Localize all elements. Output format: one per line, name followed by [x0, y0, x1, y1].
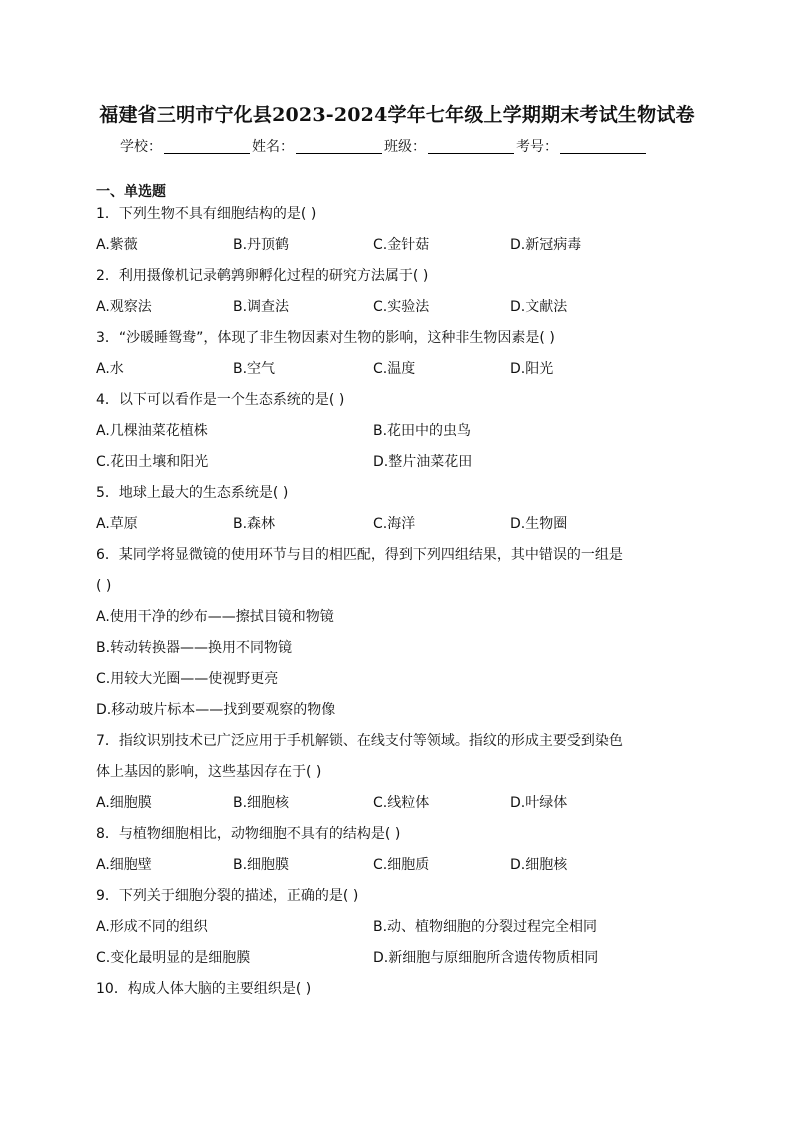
- question-3: 3．“沙暖睡鸳鸯”，体现了非生物因素对生物的影响，这种非生物因素是( ): [96, 330, 555, 346]
- question-2: 2．利用摄像机记录鹌鹑卵孵化过程的研究方法属于( ): [96, 268, 429, 284]
- school-label: 学校：: [120, 139, 162, 155]
- class-blank: [428, 139, 514, 154]
- option-b: B.花田中的虫鸟: [373, 423, 472, 439]
- question-9-options-row-1: [96, 916, 706, 947]
- question-1-options: [96, 234, 706, 265]
- question-4-options-row-1: [96, 420, 706, 451]
- name-label: 姓名：: [252, 139, 294, 155]
- question-5: 5．地球上最大的生态系统是( ): [96, 485, 289, 501]
- option-d: D.新细胞与原细胞所含遗传物质相同: [373, 950, 599, 966]
- question-1: 1．下列生物不具有细胞结构的是( ): [96, 206, 317, 222]
- question-9-options-row-2: [96, 947, 706, 978]
- question-2-options: [96, 296, 706, 327]
- option-d: D.细胞核: [510, 857, 568, 873]
- question-7: 7．指纹识别技术已广泛应用于手机解锁、在线支付等领域。指纹的形成主要受到染色: [96, 733, 623, 749]
- option-a: A.草原: [96, 516, 138, 532]
- question-4: 4．以下可以看作是一个生态系统的是( ): [96, 392, 345, 408]
- option-a: A.使用干净的纱布——擦拭目镜和物镜: [96, 609, 334, 625]
- option-b: B.丹顶鹤: [233, 237, 290, 253]
- school-blank: [164, 139, 250, 154]
- question-4-options-row-2: [96, 451, 706, 482]
- option-c: C.海洋: [373, 516, 416, 532]
- question-5-options: [96, 513, 706, 544]
- option-a: A.细胞膜: [96, 795, 152, 811]
- number-label: 考号：: [516, 139, 558, 155]
- option-d: D.文献法: [510, 299, 568, 315]
- question-list: [96, 203, 706, 1009]
- student-info-line: [120, 136, 648, 156]
- option-d: D.阳光: [510, 361, 554, 377]
- question-6: 6．某同学将显微镜的使用环节与目的相匹配，得到下列四组结果，其中错误的一组是: [96, 547, 623, 563]
- question-6-continued: ( ): [96, 578, 112, 594]
- question-10: 10．构成人体大脑的主要组织是( ): [96, 981, 312, 997]
- option-b: B.调查法: [233, 299, 290, 315]
- option-a: A.观察法: [96, 299, 152, 315]
- option-d: D.叶绿体: [510, 795, 568, 811]
- question-3-options: [96, 358, 706, 389]
- option-a: A.细胞壁: [96, 857, 152, 873]
- option-c: C.金针菇: [373, 237, 430, 253]
- question-8: 8．与植物细胞相比，动物细胞不具有的结构是( ): [96, 826, 401, 842]
- option-d: D.新冠病毒: [510, 237, 582, 253]
- option-a: A.几棵油菜花植株: [96, 423, 208, 439]
- option-a: A.形成不同的组织: [96, 919, 208, 935]
- option-b: B.细胞核: [233, 795, 290, 811]
- class-label: 班级：: [384, 139, 426, 155]
- option-b: B.空气: [233, 361, 276, 377]
- question-7-options: [96, 792, 706, 823]
- option-b: B.动、植物细胞的分裂过程完全相同: [373, 919, 598, 935]
- question-9: 9．下列关于细胞分裂的描述，正确的是( ): [96, 888, 359, 904]
- option-b: B.森林: [233, 516, 276, 532]
- exam-title: 福建省三明市宁化县2023-2024学年七年级上学期期末考试生物试卷: [99, 104, 695, 126]
- option-a: A.水: [96, 361, 124, 377]
- option-d: D.移动玻片标本——找到要观察的物像: [96, 702, 336, 718]
- option-c: C.温度: [373, 361, 416, 377]
- option-c: C.细胞质: [373, 857, 430, 873]
- number-blank: [560, 139, 646, 154]
- option-d: D.生物圈: [510, 516, 568, 532]
- name-blank: [296, 139, 382, 154]
- option-c: C.线粒体: [373, 795, 430, 811]
- option-c: C.花田土壤和阳光: [96, 454, 209, 470]
- option-b: B.转动转换器——换用不同物镜: [96, 640, 293, 656]
- question-7-continued: 体上基因的影响，这些基因存在于( ): [96, 764, 322, 780]
- option-a: A.紫薇: [96, 237, 138, 253]
- option-c: C.用较大光圈——使视野更亮: [96, 671, 279, 687]
- option-b: B.细胞膜: [233, 857, 290, 873]
- option-c: C.变化最明显的是细胞膜: [96, 950, 251, 966]
- question-8-options: [96, 854, 706, 885]
- option-c: C.实验法: [373, 299, 430, 315]
- option-d: D.整片油菜花田: [373, 454, 473, 470]
- section-title: 一、单选题: [96, 184, 166, 200]
